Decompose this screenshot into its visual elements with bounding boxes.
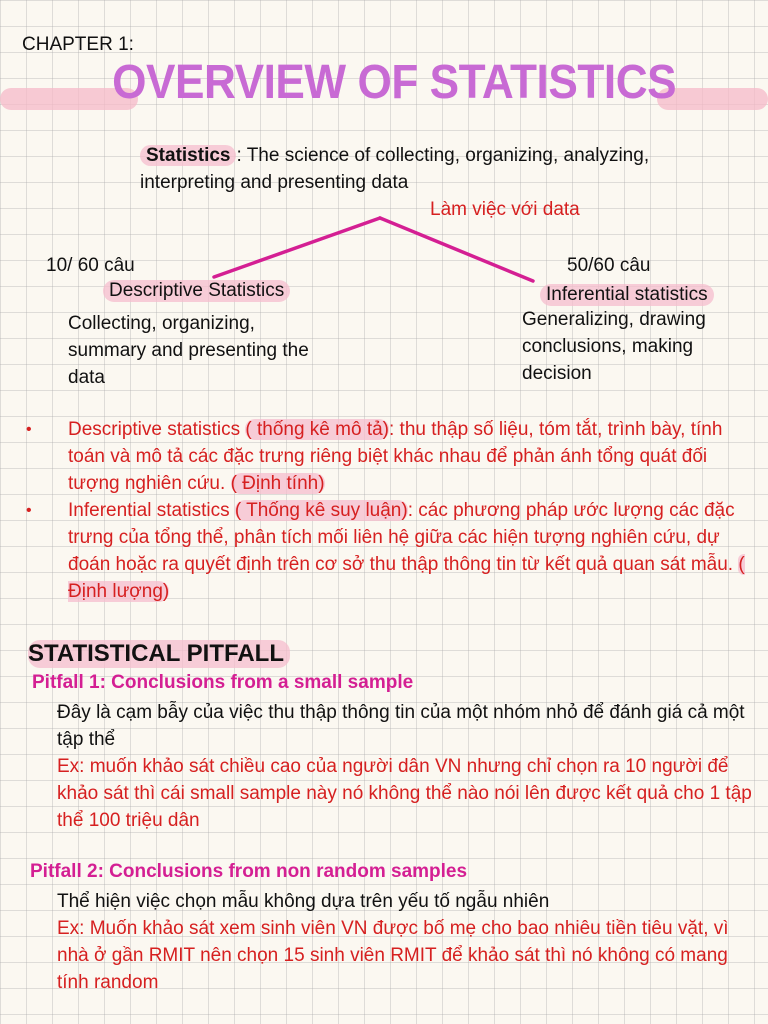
bullet-list — [20, 416, 755, 605]
bullet-item-descriptive — [20, 416, 755, 497]
pitfall-1-body — [57, 699, 757, 834]
definition-text: : The science of collecting, organizing, analyzing, interpreting and presenting data — [140, 145, 650, 193]
inferential-statistics-label: Inferential statistics — [540, 284, 714, 306]
bullet-text — [68, 497, 755, 605]
descriptive-statistics-label: Descriptive Statistics — [103, 280, 290, 302]
bullet-text — [68, 416, 755, 497]
bullet-rest: : thu thập số liệu, tóm tắt, trình bày, tính toán và mô tả các đặc trưng riêng biệt khác nhau để phản ánh tổng quát đối tượng nghiên cứu. — [68, 419, 723, 494]
bullet-tag: ( Định lượng) — [68, 554, 745, 602]
bullet-marker: • — [26, 421, 32, 438]
page-title: OVERVIEW OF STATISTICS — [112, 56, 677, 109]
pitfall-1-example: Ex: muốn khảo sát chiều cao của người dân VN nhưng chỉ chọn ra 10 người để khảo sát thì cái small sample này nó không thể nào nói lên được kết quả cho 1 tập thể 100 triệu dân — [57, 756, 752, 831]
inferential-description: Generalizing, drawing conclusions, making decision — [522, 309, 706, 384]
descriptive-description: Collecting, organizing, summary and presenting the data — [68, 313, 309, 388]
pitfall-1-title: Pitfall 1: Conclusions from a small sample — [32, 672, 414, 693]
definition-term: Statistics — [140, 145, 236, 166]
chapter-label: CHAPTER 1: — [22, 34, 134, 55]
bullet-paren: ( thống kê mô tả) — [245, 419, 389, 440]
pitfall-2-title: Pitfall 2: Conclusions from non random samples — [30, 861, 468, 882]
pitfall-2-body — [57, 888, 757, 996]
bullet-rest: : các phương pháp ước lượng các đặc trưng của tổng thể, phân tích mối liên hệ giữa các hiện tượng nghiên cứu, dự đoán hoặc ra quyết định trên cơ sở thu thập thông tin từ kết quả quan sát mẫu. — [68, 500, 739, 575]
pitfall-2-example: Ex: Muốn khảo sát xem sinh viên VN được bố mẹ cho bao nhiêu tiền tiêu vặt, vì nhà ở gần RMIT nên chọn 15 sinh viên RMIT để khảo sát thì nó không có mang tính random — [57, 918, 729, 993]
bullet-item-inferential — [20, 497, 755, 605]
branch-line-right — [380, 218, 533, 281]
descriptive-count: 10/ 60 câu — [46, 255, 135, 276]
pitfall-1-explanation: Đây là cạm bẫy của việc thu thập thông tin của một nhóm nhỏ để đánh giá cả một tập thể — [57, 702, 745, 750]
pitfall-2-explanation: Thể hiện việc chọn mẫu không dựa trên yếu tố ngẫu nhiên — [57, 891, 550, 912]
diagram-top-label: Làm việc với data — [430, 199, 580, 220]
pitfall-section-title: STATISTICAL PITFALL — [28, 640, 290, 668]
bullet-lead: Inferential statistics — [68, 500, 235, 521]
branch-line-left — [214, 218, 380, 277]
bullet-paren: ( Thống kê suy luận) — [234, 500, 408, 521]
bullet-marker: • — [26, 502, 32, 519]
bullet-lead: Descriptive statistics — [68, 419, 246, 440]
bullet-tag: ( Định tính) — [230, 473, 325, 494]
inferential-count: 50/60 câu — [567, 255, 651, 276]
